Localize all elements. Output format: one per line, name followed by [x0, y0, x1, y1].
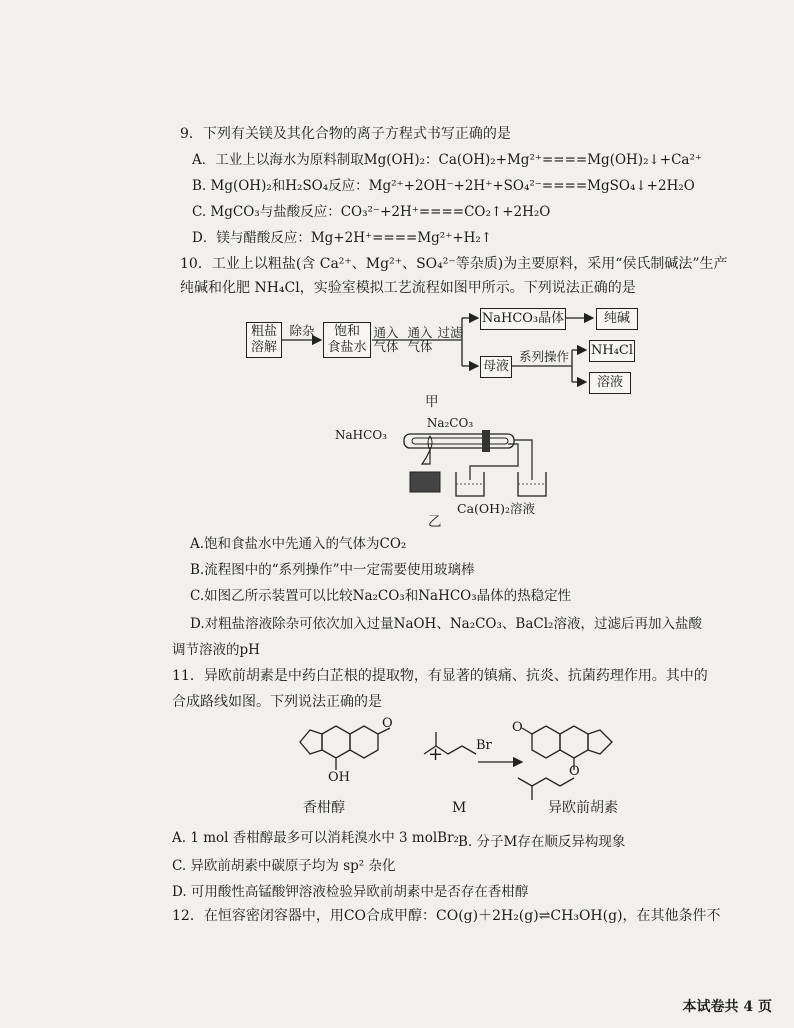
apparatus-label-nahco3: NaHCO₃	[335, 428, 387, 442]
apparatus-drawing	[390, 420, 550, 500]
synthesis-scheme	[282, 712, 642, 804]
q10-option-d-line1: D.对粗盐溶液除杂可依次加入过量NaOH、Na₂CO₃、BaCl₂溶液，过滤后再加入盐酸	[190, 616, 702, 632]
q11-option-d: D. 可用酸性高锰酸钾溶液检验异欧前胡素中是否存在香柑醇	[172, 884, 529, 900]
q9-option-c: C. MgCO₃与盐酸反应：CO₃²⁻+2H⁺====CO₂↑+2H₂O	[192, 204, 551, 220]
q10-option-d-line2: 调节溶液的pH	[172, 642, 260, 658]
flow-box-nahco3-crystal: NaHCO₃晶体	[480, 308, 566, 330]
mol1-oh-label: OH	[328, 770, 350, 785]
mol1-oxygen-label: O	[382, 716, 393, 731]
mol3-oxygen-label: O	[512, 720, 523, 735]
flow-box-mother-liquor: 母液	[480, 356, 512, 378]
mol3-name: 异欧前胡素	[548, 800, 618, 816]
q11-stem-line1: 11．异欧前胡素是中药白芷根的提取物，有显著的镇痛、抗炎、抗菌药理作用。其中的	[172, 668, 708, 684]
mol1-name: 香柑醇	[303, 800, 345, 816]
flow-box-crude-salt: 粗盐 溶解	[246, 322, 282, 358]
plus-sign: +	[428, 744, 444, 765]
q9-option-b: B. Mg(OH)₂和H₂SO₄反应：Mg²⁺+2OH⁻+2H⁺+SO₄²⁻====MgSO₄↓+2H₂O	[192, 178, 695, 194]
mol2-br-label: Br	[476, 738, 492, 753]
q11-stem-line2: 合成路线如图。下列说法正确的是	[172, 694, 382, 710]
flow-step-series-ops: 系列操作	[518, 349, 569, 364]
page-footer: 本试卷共 4 页	[682, 999, 772, 1015]
mol2-name: M	[452, 800, 467, 816]
apparatus-label-caoh2: Ca(OH)₂溶液	[457, 501, 535, 516]
q12-stem: 12．在恒容密闭容器中，用CO合成甲醇：CO(g)＋2H₂(g)⇌CH₃OH(g)，在其他条件不	[172, 908, 721, 924]
flow-step-filter: 过滤	[437, 325, 463, 340]
flow-step-gas1: 通入 气体	[373, 325, 399, 354]
flow-box-saturated-brine: 饱和 食盐水	[323, 322, 371, 358]
q9-option-d: D．镁与醋酸反应：Mg+2H⁺====Mg²⁺+H₂↑	[192, 230, 493, 246]
q9-option-a: A．工业上以海水为原料制取Mg(OH)₂：Ca(OH)₂+Mg²⁺====Mg(OH)₂↓+Ca²⁺	[192, 152, 703, 168]
apparatus-label-na2co3: Na₂CO₃	[426, 416, 474, 430]
flow-box-soda-ash: 纯碱	[596, 308, 638, 330]
flow-step-purify: 除杂	[289, 323, 315, 338]
q11-option-a: A. 1 mol 香柑醇最多可以消耗溴水中 3 molBr₂	[172, 830, 459, 846]
flow-box-solution: 溶液	[589, 372, 631, 394]
q11-option-c: C. 异欧前胡素中碳原子均为 sp² 杂化	[172, 858, 396, 874]
mol3-ether-oxygen-label: O	[569, 764, 580, 779]
flow-fig-label: 甲	[425, 394, 439, 410]
q9-stem: 9．下列有关镁及其化合物的离子方程式书写正确的是	[180, 126, 511, 142]
q10-option-c: C.如图乙所示装置可以比较Na₂CO₃和NaHCO₃晶体的热稳定性	[190, 588, 572, 604]
q10-option-b: B.流程图中的“系列操作”中一定需要使用玻璃棒	[190, 562, 475, 578]
q10-stem-line2: 纯碱和化肥 NH₄Cl，实验室模拟工艺流程如图甲所示。下列说法正确的是	[180, 280, 636, 296]
flow-step-gas2: 通入 气体	[407, 325, 433, 354]
apparatus-fig-label: 乙	[428, 514, 442, 530]
q10-stem-line1: 10．工业上以粗盐(含 Ca²⁺、Mg²⁺、SO₄²⁻等杂质)为主要原料，采用“侯氏制碱法”生产	[180, 256, 728, 272]
q10-option-a: A.饱和食盐水中先通入的气体为CO₂	[190, 536, 407, 552]
q11-option-b: B. 分子M存在顺反异构现象	[458, 834, 626, 850]
flow-box-nh4cl: NH₄Cl	[589, 340, 635, 362]
